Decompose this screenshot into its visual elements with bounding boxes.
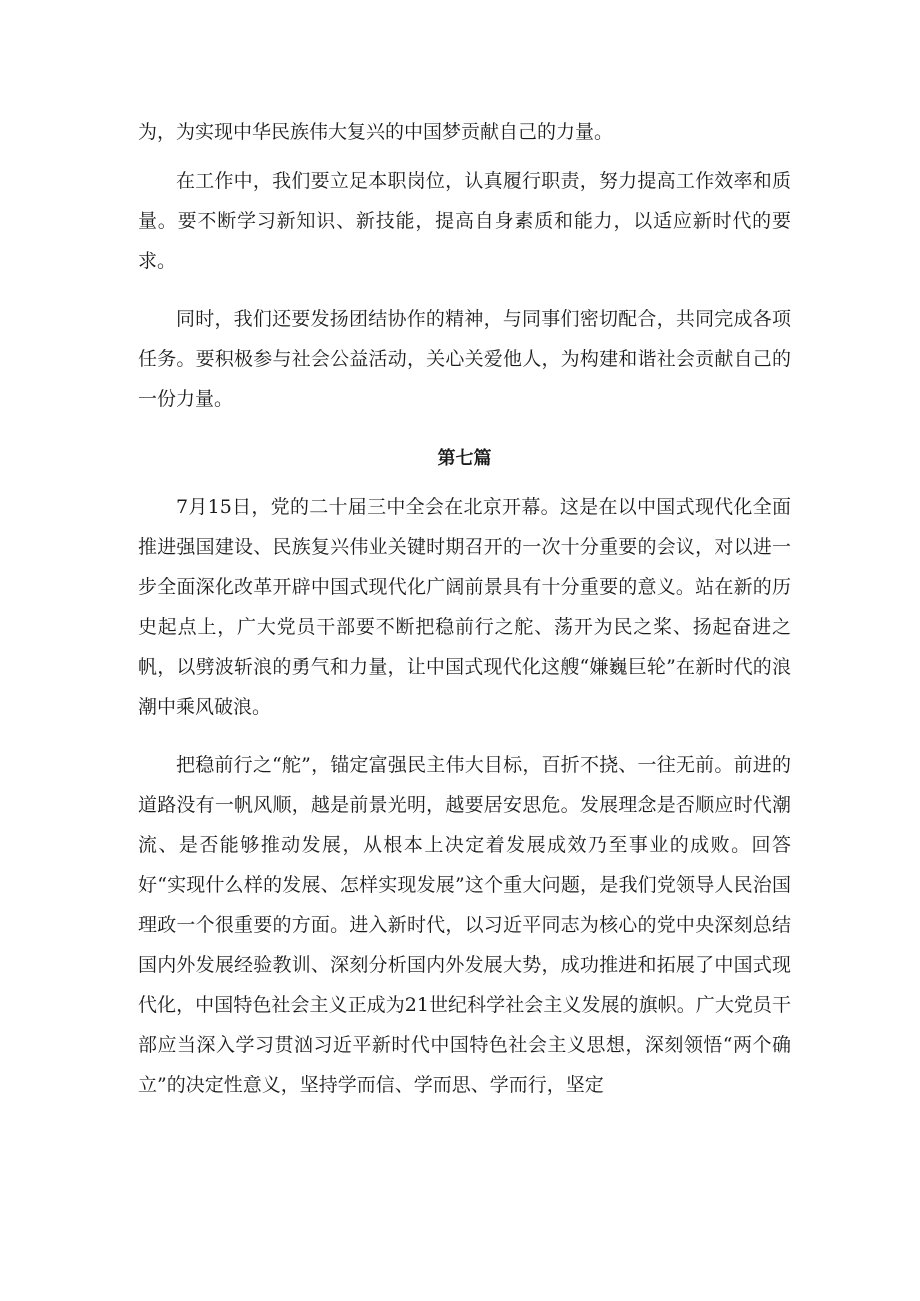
document-page (138, 112, 791, 1105)
section-heading: 第七篇 (437, 448, 492, 469)
paragraph: 在工作中，我们要立足本职岗位，认真履行职责，努力提高工作效率和质量。要不断学习新知识、新技能，提高自身素质和能力，以适应新时代的要求。 (138, 170, 791, 272)
paragraph: 同时，我们还要发扬团结协作的精神，与同事们密切配合，共同完成各项任务。要积极参与社会公益活动，关心关爱他人，为构建和谐社会贡献自己的一份力量。 (138, 308, 791, 410)
paragraph-continued: 为，为实现中华民族伟大复兴的中国梦贡献自己的力量。 (138, 121, 614, 143)
paragraph: 把稳前行之“舵”，锚定富强民主伟大目标，百折不挠、一往无前。前进的道路没有一帆风顺，越是前景光明，越要居安思危。发展理念是否顺应时代潮流、是否能够推动发展，从根本上决定着发展成效乃至事业的成败。回答好“实现什么样的发展、怎样实现发展”这个重大问题，是我们党领导人民治国理政一个很重要的方面。进入新时代，以习近平同志为核心的党中央深刻总结国内外发展经验教训、深刻分析国内外发展大势，成功推进和拓展了中国式现代化，中国特色社会主义正成为21世纪科学社会主义发展的旗帜。广大党员干部应当深入学习贯汹习近平新时代中国特色社会主义思想，深刻领悟“两个确立”的决定性意义，坚持学而信、学而思、学而行，坚定 (138, 754, 791, 1096)
paragraph: 7月15日，党的二十届三中全会在北京开幕。这是在以中国式现代化全面推进强国建设、民族复兴伟业关键时期召开的一次十分重要的会议，对以进一步全面深化改革开辟中国式现代化广阔前景具有十分重要的意义。站在新的历史起点上，广大党员干部要不断把稳前行之舵、荡开为民之桨、扬起奋进之帆，以劈波斩浪的勇气和力量，让中国式现代化这艘“嫌巍巨轮”在新时代的浪潮中乘风破浪。 (138, 496, 791, 718)
